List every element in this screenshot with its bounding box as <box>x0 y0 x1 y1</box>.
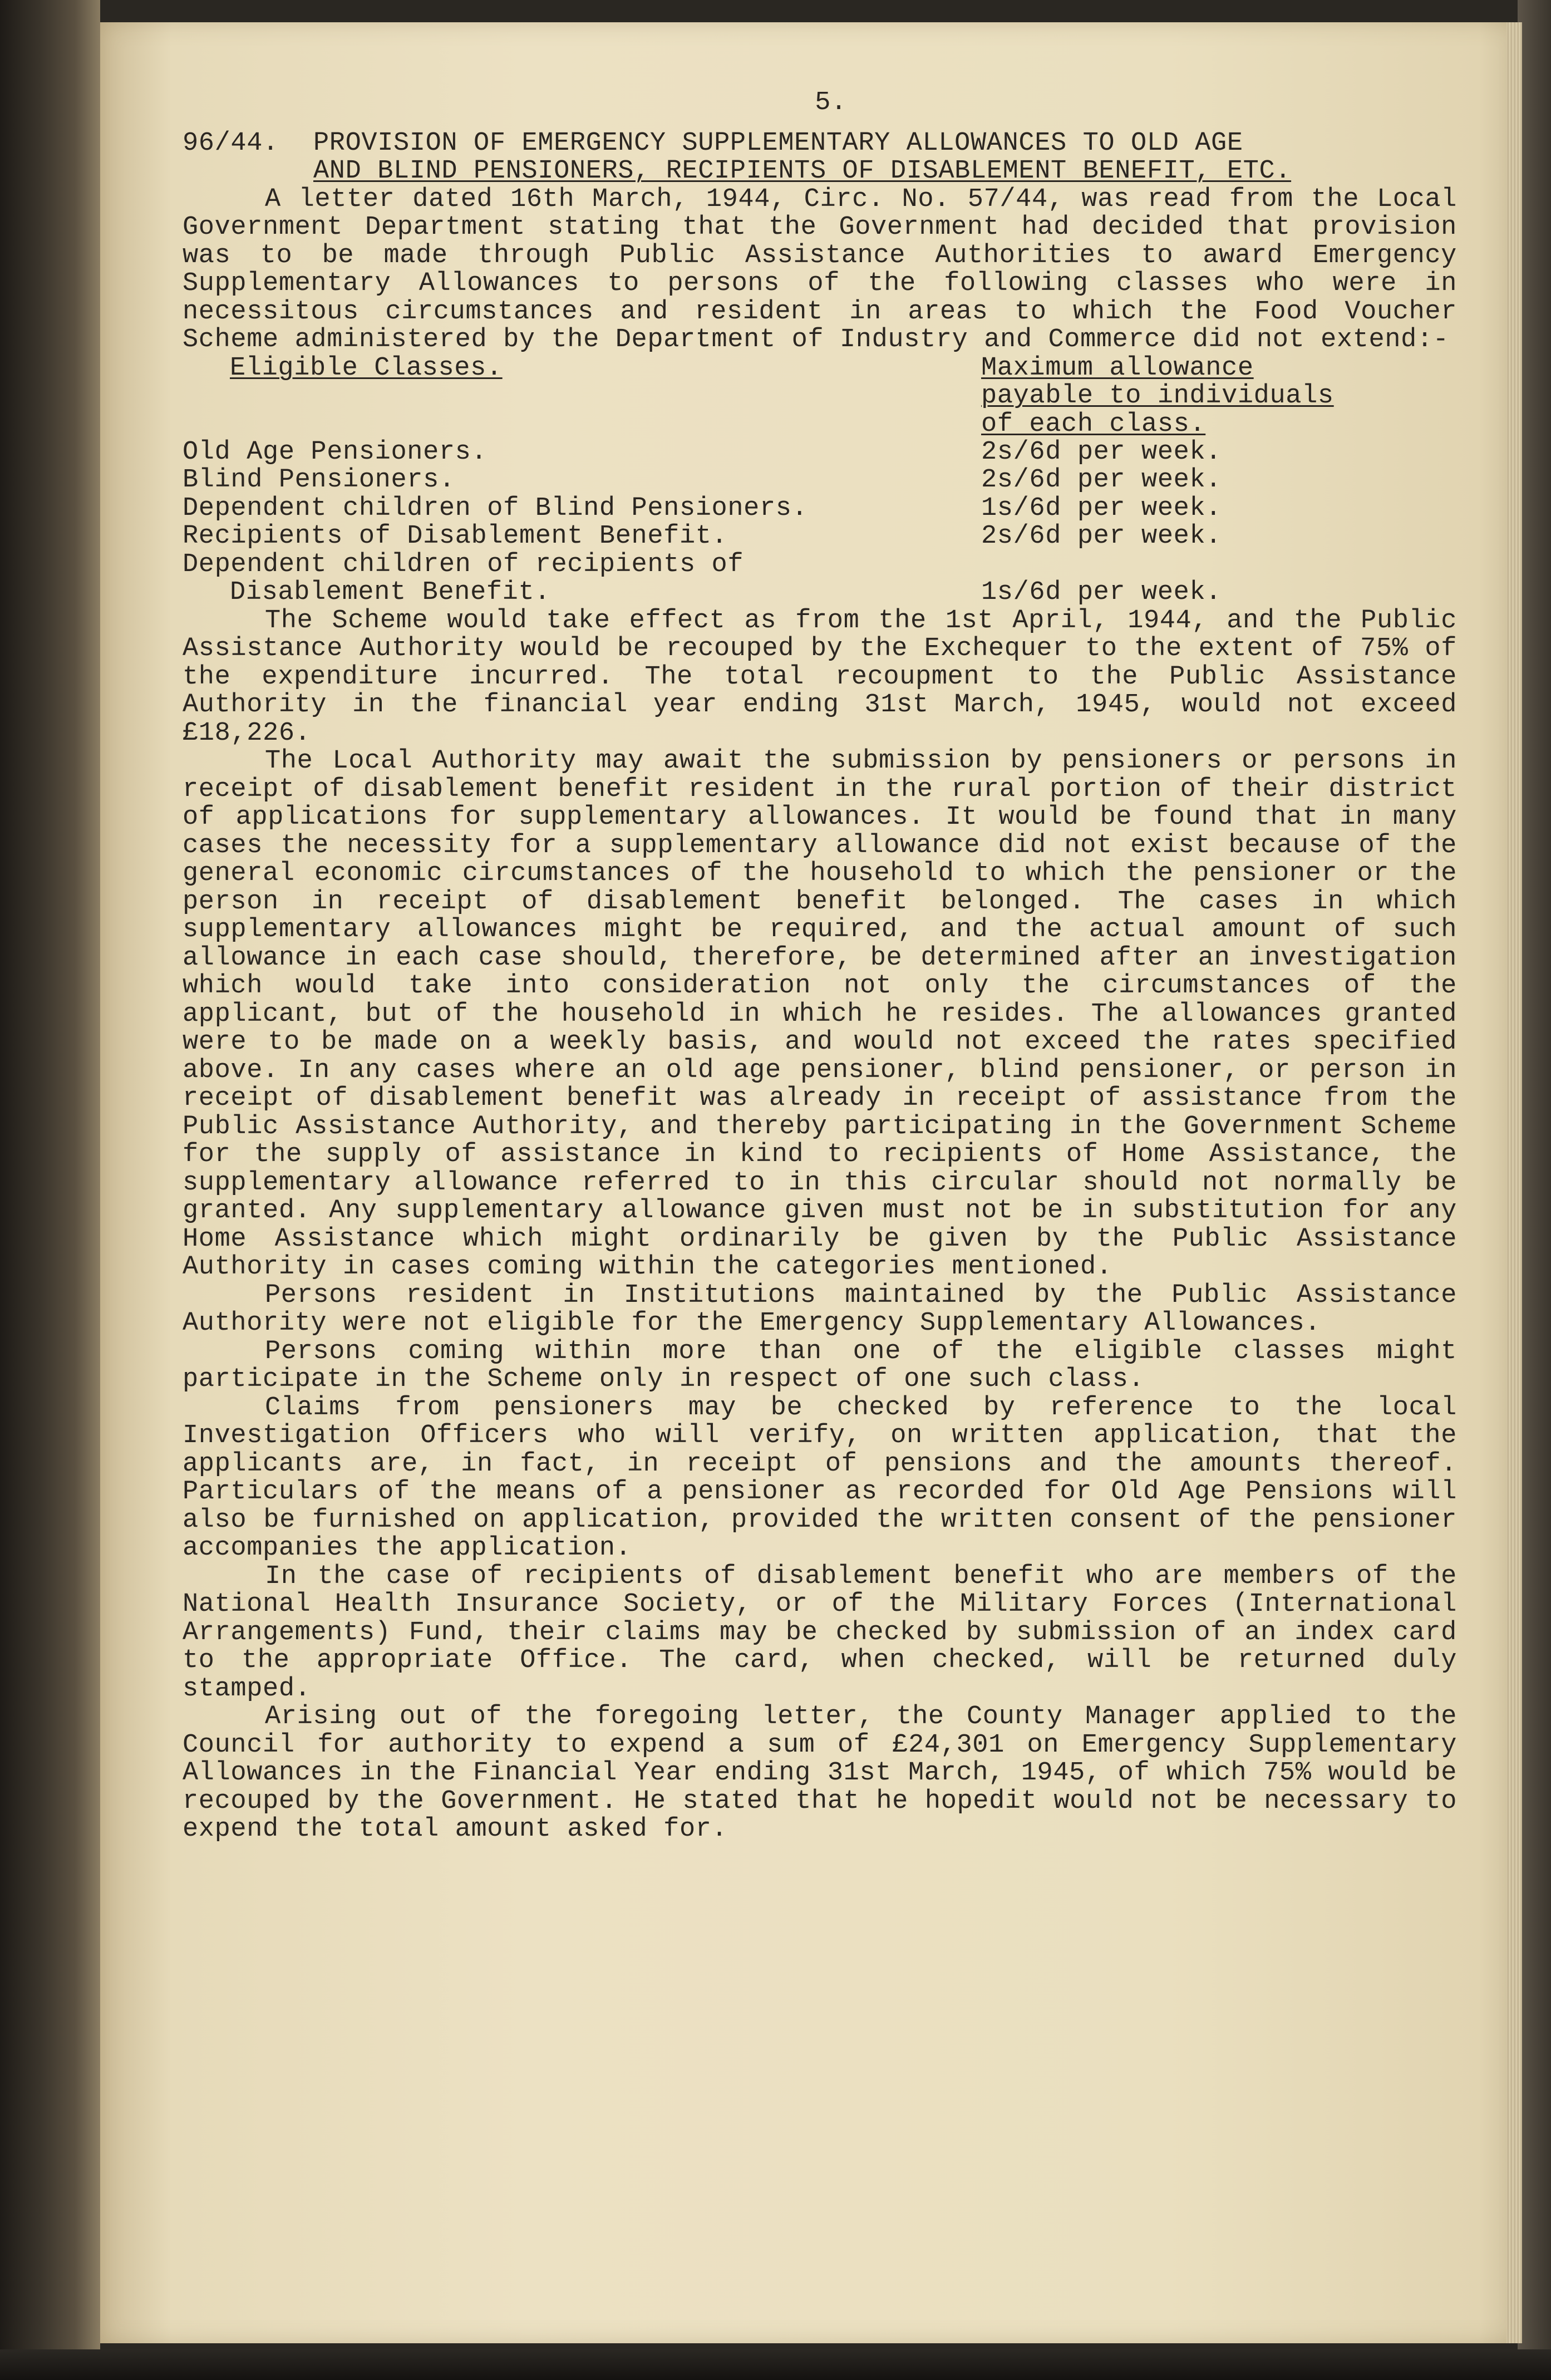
minute-heading <box>183 130 1457 186</box>
minute-number: 96/44. <box>183 128 279 158</box>
paragraph-local-authority: The Local Authority may await the submission by pensioners or persons in receipt of disablement benefit resident in the rural portion of their district of applications for supplementary allowances. It would be found that in many cases the necessity for a supplementary allowance did not exist because of the general economic circumstances of the household to which the pensioner or the person in receipt of disablement benefit belonged. The cases in which supplementary allowances might be required, and the actual amount of such allowance in each case should, therefore, be determined after an investigation which would take into consideration not only the circumstances of the applicant, but of the household in which he resides. The allowances granted were to be made on a weekly basis, and would not exceed the rates specified above. In any cases where an old age pensioner, blind pensioner, or person in receipt of disablement benefit was already in receipt of assistance from the Public Assistance Authority, and thereby participating in the Government Scheme for the supply of assistance in kind to recipients of Home Assistance, the supplementary allowance referred to in this circular should not normally be granted. Any supplementary allowance given must not be in substitution for any Home Assistance which might ordinarily be given by the Public Assistance Authority in cases coming within the categories mentioned. <box>183 746 1457 1282</box>
class-rate: 2s/6d per week. <box>981 465 1222 495</box>
paragraph-multiple-classes: Persons coming within more than one of the eligible classes might participate in the Scheme only in respect of one such class. <box>183 1336 1457 1394</box>
class-name: Blind Pensioners. <box>183 465 455 495</box>
class-rate: 1s/6d per week. <box>981 578 1222 607</box>
paragraph-county-manager: Arising out of the foregoing letter, the County Manager applied to the Council for authority to expend a sum of £24,301 on Emergency Supplementary Allowances in the Financial Year ending 31st March, 1945, of which 75% would be recouped by the Government. He stated that he hopedit would not be necessary to expend the total amount asked for. <box>183 1702 1457 1844</box>
page-content <box>183 89 1457 1844</box>
table-header <box>183 355 1457 439</box>
table-row <box>183 495 1457 523</box>
table-row <box>183 466 1457 495</box>
paragraph-institutions: Persons resident in Institutions maintained by the Public Assistance Authority were not eligible for the Emergency Supplementary Allowances. <box>183 1280 1457 1338</box>
page-number: 5. <box>815 88 847 117</box>
class-rate: 1s/6d per week. <box>981 493 1222 523</box>
intro-paragraph: A letter dated 16th March, 1944, Circ. No. 57/44, was read from the Local Government Department stating that the Government had decided that provision was to be made through Public Assistance Authorities to award Emergency Supplementary Allowances to persons of the following classes who were in necessitous circumstances and resident in areas to which the Food Voucher Scheme administered by the Department of Industry and Commerce did not extend:- <box>183 184 1457 355</box>
class-name: Dependent children of Blind Pensioners. <box>183 493 808 523</box>
eligible-classes-table <box>183 355 1457 607</box>
table-row <box>183 523 1457 551</box>
table-row <box>183 439 1457 467</box>
table-row <box>183 551 1457 579</box>
class-name: Recipients of Disablement Benefit. <box>183 522 728 551</box>
class-rate: 2s/6d per week. <box>981 522 1222 551</box>
class-name: Old Age Pensioners. <box>183 437 488 467</box>
class-rate: 2s/6d per week. <box>981 437 1222 467</box>
book-binding-left <box>0 0 100 2380</box>
book-bottom-edge <box>0 2349 1551 2380</box>
class-name: Dependent children of recipients of <box>183 549 744 579</box>
paragraph-scheme-effect: The Scheme would take effect as from the 1st April, 1944, and the Public Assistance Authority would be recouped by the Exchequer to the extent of 75% of the expenditure incurred. The total recoupment to the Public Assistance Authority in the financial year ending 31st March, 1945, would not exceed £18,226. <box>183 606 1457 748</box>
header-eligible-classes: Eligible Classes. <box>230 353 503 383</box>
class-name: Disablement Benefit. <box>230 578 551 607</box>
page-edges <box>1506 22 1522 2343</box>
document-page <box>100 22 1522 2343</box>
paragraph-disablement-claims: In the case of recipients of disablement benefit who are members of the National Health Insurance Society, or of the Military Forces (International Arrangements) Fund, their claims may be checked by submission of an index card to the appropriate Office. The card, when checked, will be returned duly stamped. <box>183 1561 1457 1704</box>
book-binding-right <box>1518 0 1551 2380</box>
paragraph-claims-pensioners: Claims from pensioners may be checked by reference to the local Investigation Officers who will verify, on written application, that the applicants are, in fact, in receipt of pensions and the amounts thereof. Particulars of the means of a pensioner as recorded for Old Age Pensions will also be furnished on application, provided the written consent of the pensioner accompanies the application. <box>183 1393 1457 1563</box>
table-row <box>183 579 1457 607</box>
heading-line-2: AND BLIND PENSIONERS, RECIPIENTS OF DISABLEMENT BENEFIT, ETC. <box>313 156 1292 186</box>
header-maximum-allowance: Maximum allowance payable to individuals of each class. <box>981 353 1334 439</box>
heading-line-1: PROVISION OF EMERGENCY SUPPLEMENTARY ALLOWANCES TO OLD AGE <box>313 128 1243 158</box>
